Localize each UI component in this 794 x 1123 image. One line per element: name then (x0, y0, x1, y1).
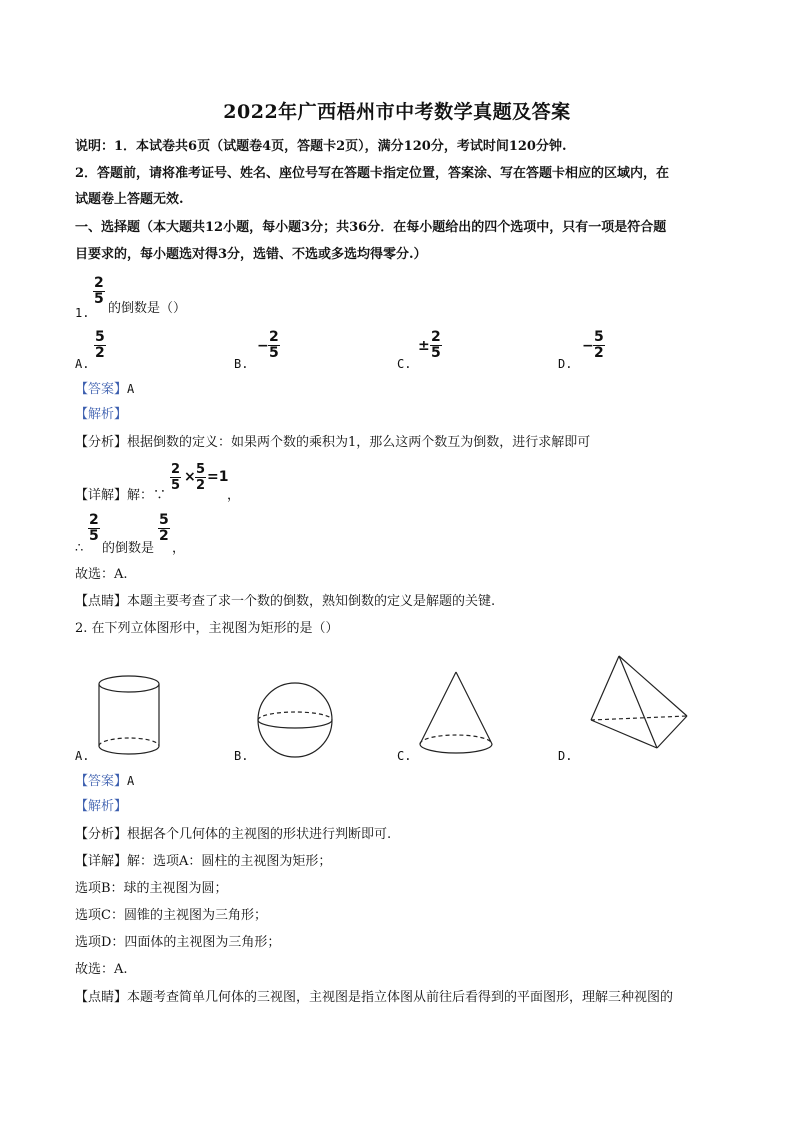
q2-dianjing-text: 本题考查简单几何体的三视图，主视图是指立体图从前往后看得到的平面图形，理解三种视图的 (127, 990, 674, 1005)
notes-line-3: 试题卷上答题无效. (75, 192, 184, 207)
q1-therefore-fraction-1 (88, 513, 100, 544)
q1-stem-denominator: 5 (94, 291, 104, 307)
cone-base-back (420, 735, 492, 744)
q1-xiangjie-tag: 【详解】 (75, 488, 128, 503)
q1-option-a-denominator: 2 (95, 345, 105, 361)
q2-stem: 2. 在下列立体图形中，主视图为矩形的是（） (75, 621, 339, 636)
q1-choose: 故选：A. (75, 567, 128, 582)
tetrahedron-figure (585, 652, 695, 754)
q1-xiangjie (75, 486, 166, 506)
q2-choose: 故选：A. (75, 962, 128, 977)
tetra-edge-hidden (591, 716, 687, 720)
cylinder-bottom-front (99, 746, 159, 754)
q1-option-a-label: A. (75, 357, 90, 371)
q1-dianjing-tag: 【点睛】 (75, 594, 128, 609)
notes-line-2: 2．答题前，请将准考证号、姓名、座位号写在答题卡指定位置，答案涂、写在答题卡相应的区域内，在 (75, 166, 670, 181)
q1-eq-fraction-2-numerator: 5 (196, 462, 206, 477)
q2-line-b: 选项B：球的主视图为圆； (75, 881, 228, 896)
tetra-edge-right-front (657, 716, 687, 748)
q1-fenxi-text: 根据倒数的定义：如果两个数的乘积为1，那么这两个数互为倒数，进行求解即可 (127, 435, 591, 450)
q1-option-b-fraction (268, 330, 280, 361)
q1-fenxi (75, 433, 590, 453)
q1-therefore-fraction-1-denominator: 5 (89, 528, 99, 544)
q1-option-b-denominator: 5 (269, 345, 279, 361)
section-heading-line-2: 目要求的，每小题选对得3分，选错、不选或多选均得零分.） (75, 247, 427, 262)
q2-line-c: 选项C：圆锥的主视图为三角形； (75, 908, 267, 923)
sphere-figure (252, 680, 338, 760)
q1-option-c-label: C. (397, 357, 412, 371)
q1-eq-fraction-1-numerator: 2 (171, 462, 181, 477)
q1-eq-result: =1 (207, 469, 229, 485)
notes-line-1: 说明：1．本试卷共6页（试题卷4页，答题卡2页），满分120分，考试时间120分钟. (75, 139, 567, 154)
cone-left-edge (420, 672, 456, 744)
q2-xiangjie (75, 852, 331, 872)
q1-option-d-fraction (593, 330, 605, 361)
q2-option-a-label: A. (75, 749, 90, 763)
q2-option-d-label: D. (558, 749, 573, 763)
q1-therefore-comma: ， (172, 541, 186, 556)
q1-answer (75, 379, 134, 400)
q2-fenxi-text: 根据各个几何体的主视图的形状进行判断即可. (127, 827, 392, 842)
q2-fenxi-tag: 【分析】 (75, 827, 128, 842)
q1-therefore-fraction-2-numerator: 5 (159, 512, 169, 528)
q2-answer (75, 771, 134, 792)
q2-line-d: 选项D：四面体的主视图为三角形； (75, 935, 281, 950)
q2-dianjing (75, 988, 673, 1008)
q1-fenxi-tag: 【分析】 (75, 435, 128, 450)
q1-dianjing (75, 592, 495, 612)
q1-eq-times: × (184, 469, 196, 485)
q2-xiangjie-tag: 【详解】 (75, 854, 128, 869)
cylinder-bottom-back (99, 738, 159, 746)
q1-option-b-numerator: 2 (269, 329, 279, 345)
q2-analysis-tag: 【解析】 (75, 799, 128, 814)
cylinder-figure (95, 670, 165, 760)
q2-option-b-label: B. (234, 749, 249, 763)
q1-option-d-label: D. (558, 357, 573, 371)
q1-answer-value: A (127, 382, 135, 396)
cone-base-front (420, 744, 492, 753)
q1-eq-fraction-1 (170, 462, 181, 493)
q2-answer-value: A (127, 774, 135, 788)
q1-therefore-fraction-2-denominator: 2 (159, 528, 169, 544)
q1-option-c-sign: ± (418, 338, 430, 354)
q1-therefore-symbol: ∴ (75, 541, 84, 556)
q1-option-c-denominator: 5 (431, 345, 441, 361)
sphere-equator-back (258, 712, 332, 720)
tetra-edge-apex-left (591, 656, 619, 720)
sphere-outline (258, 683, 332, 757)
q2-answer-tag: 【答案】 (75, 774, 128, 789)
q1-answer-tag: 【答案】 (75, 382, 128, 397)
q1-option-b-label: B. (234, 357, 249, 371)
q1-option-c-fraction (430, 330, 442, 361)
q2-xiangjie-text: 解：选项A：圆柱的主视图为矩形； (127, 854, 332, 869)
q1-eq-comma: ， (227, 488, 241, 503)
q2-fenxi (75, 825, 391, 845)
q1-option-c-numerator: 2 (431, 329, 441, 345)
q1-number: 1. (75, 306, 90, 320)
q1-therefore-fraction-2 (158, 513, 170, 544)
q1-option-d-numerator: 5 (594, 329, 604, 345)
section-heading-line-1: 一、选择题（本大题共12小题，每小题3分；共36分．在每小题给出的四个选项中，只有一项是符合题 (75, 220, 667, 235)
cone-right-edge (456, 672, 492, 744)
q2-option-c-label: C. (397, 749, 412, 763)
q1-therefore-fraction-1-numerator: 2 (89, 512, 99, 528)
q1-xiangjie-prefix: 解：∵ (127, 488, 167, 503)
q1-analysis-tag: 【解析】 (75, 407, 128, 422)
q1-option-b-sign: − (257, 338, 269, 354)
q1-dianjing-text: 本题主要考查了求一个数的倒数，熟知倒数的定义是解题的关键. (127, 594, 496, 609)
q1-option-a-fraction (94, 330, 106, 361)
q1-stem-text: 的倒数是（） (108, 301, 187, 316)
q1-eq-fraction-2-denominator: 2 (196, 478, 206, 493)
q1-eq-fraction-2 (195, 462, 206, 493)
cone-figure (414, 668, 498, 760)
q2-dianjing-tag: 【点睛】 (75, 990, 128, 1005)
q1-option-d-sign: − (582, 338, 594, 354)
page-title: 2022年广西梧州市中考数学真题及答案 (223, 101, 571, 123)
sphere-equator-front (258, 720, 332, 728)
q1-therefore-text: 的倒数是 (102, 541, 155, 556)
q1-option-d-denominator: 2 (594, 345, 604, 361)
tetra-edge-apex-right (619, 656, 687, 716)
q1-option-a-numerator: 5 (95, 329, 105, 345)
q1-eq-fraction-1-denominator: 5 (171, 478, 181, 493)
q1-stem-fraction (93, 276, 105, 307)
cylinder-top-ellipse (99, 676, 159, 692)
q1-stem-numerator: 2 (94, 275, 104, 291)
